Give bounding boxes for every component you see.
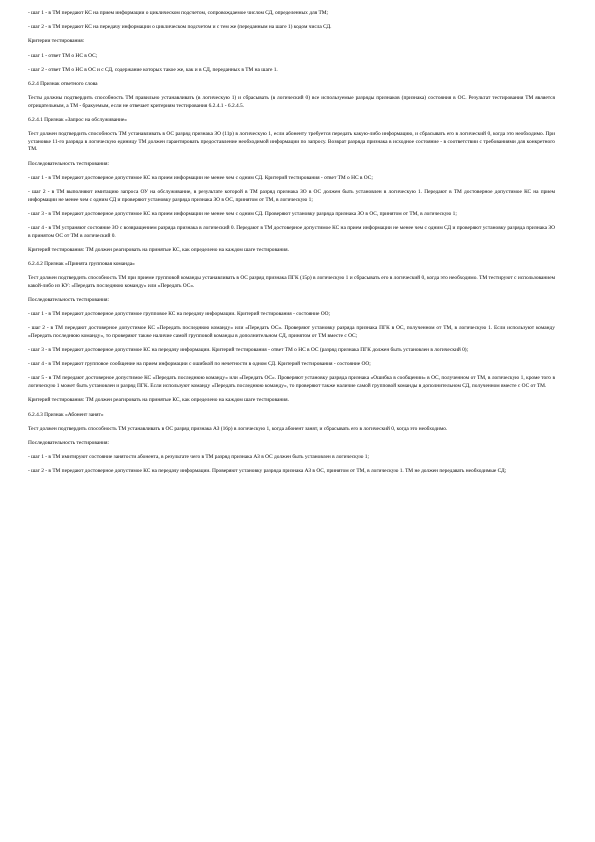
sequence-label: Последовательность тестирования: xyxy=(28,439,109,446)
seq-2-step-3: - шаг 3 - в ТМ передают достоверное допустимое КС на передачу информации. Критерий тестирования - ответ ТМ о НС в ОС (разряд признака ПГК должен быть установлен в логический 0); xyxy=(28,347,469,354)
seq-1-step-1: - шаг 1 - в ТМ передают достоверное допустимое КС на прием информации не менее чем с одним СД. Критерий тестирования - ответ ТМ о НС в ОС; xyxy=(28,174,373,181)
seq-1-step-2: - шаг 2 - в ТМ выполняют имитацию запроса ОУ на обслуживание, в результате которой в ТМ разряд признака ЗО в ОС должен быть установлен в логическую 1. Передают в ТМ достоверное допустимое КС на прием информации не менее чем с одним СД и проверяют установку разряда признака ЗО в ОС, принятом от ТМ, в логическую 1; xyxy=(28,188,555,203)
section-6-2-4-2-description: Тест должен подтвердить способность ТМ при приеме групповой команды устанавливать в ОС разряд признака ПГК (15р) в логическую 1 и сбрасывать его в логический 0, когда это необходимо. ТМ тестируют с использованием какой-либо из КУ: «Передать последнюю команду» или «Передать ОС». xyxy=(28,275,555,289)
seq-2-criterion: Критерий тестирования: ТМ должен реагировать на принятые КС, как определено на каждом шаге тестирования. xyxy=(28,397,289,404)
section-6-2-4-3-description: Тест должен подтвердить способность ТМ устанавливать в ОС разряд признака АЗ (16р) в логическую 1, когда абонент занят, и сбрасывать его в логический 0, когда это необходимо. xyxy=(28,425,448,432)
section-6-2-4-1-description: Тест должен подтвердить способность ТМ устанавливать в ОС разряд признака ЗО (11р) в логическую 1, если абоненту требуется передать какую-либо информацию, и сбрасывать его в логический 0, когда это необходимо. При установке 11-го разряда в логическую единицу ТМ должен гарантировать предоставление необходимой информации по запросу. Возврат разряда признака в исходное состояние - в соответствии с требованиями для конкретного ТМ. xyxy=(28,131,555,153)
section-heading-6-2-4: 6.2.4 Признак ответного слова xyxy=(28,80,98,87)
section-heading-6-2-4-3: 6.2.4.3 Признак «Абонент занят» xyxy=(28,411,104,418)
seq-1-criterion: Критерий тестирования: ТМ должен реагировать на принятые КС, как определено на каждом шаге тестирования. xyxy=(28,246,289,253)
section-heading-6-2-4-2: 6.2.4.2 Признак «Принята групповая команда» xyxy=(28,260,135,267)
seq-2-step-2: - шаг 2 - в ТМ передают достоверное допустимое КС «Передать последнюю команду» или «Передать ОС». Проверяют установку разряда признака ПГК в ОС, полученном от ТМ, в логическую 1. Если используют команду «Передать последнюю команду», то проверяют также наличие самой групповой команды в дополнительном СД, принятом от ТМ вместе с ОС; xyxy=(28,325,555,339)
seq-2-step-1: - шаг 1 - в ТМ передают достоверное допустимое групповое КС на передачу информации. Критерий тестирования - состояние ОО; xyxy=(28,311,330,318)
seq-2-step-5: - шаг 5 - в ТМ передают достоверное допустимое КС «Передать последнюю команду» или «Передать ОС». Проверяют установку разряда признака «Ошибка в сообщении» в ОС, полученном от ТМ, в логическую 1, кроме того в логическую 1 может быть установлен и разряд ПГК. Если используют команду «Передать последнюю команду», то проверяют также наличие самой групповой команды в дополнительном СД, полученном вместе с ОС от ТМ. xyxy=(28,375,555,390)
seq-2-step-4: - шаг 4 - в ТМ передают групповое сообщение на прием информации с ошибкой по нечетности в одном СД. Критерий тестирования - состояние ОО; xyxy=(28,361,371,368)
seq-3-step-2: - шаг 2 - в ТМ передают достоверное допустимое КС на передачу информации. Проверяют установку разряда признака АЗ в ОС, принятом от ТМ, в логическую 1. ТМ не должен передавать необходимые СД; xyxy=(28,468,507,475)
seq-1-step-3: - шаг 3 - в ТМ передают достоверное допустимое КС на прием информации не менее чем с одним СД. Проверяют установку разряда признака ЗО в ОС, принятом от ТМ, в логическую 1; xyxy=(28,210,457,217)
sequence-label: Последовательность тестирования: xyxy=(28,160,109,167)
seq-1-step-4: - шаг 4 - в ТМ устраняют состояние ЗО с возвращением разряда признака в логический 0. Передают в ТМ достоверное допустимое КС на прием информации не менее чем с одним СД и проверяют установку разряда признака ЗО в принятом ОС от ТМ в логический 0. xyxy=(28,224,555,239)
step-1-paragraph: - шаг 1 - в ТМ передают КС на прием информации о циклическом подсчетом, сопровождаемое числом СД, определенных для ТМ; xyxy=(28,10,328,16)
sequence-label: Последовательность тестирования: xyxy=(28,296,109,303)
criteria-step-1: - шаг 1 - ответ ТМ о НС в ОС; xyxy=(28,52,98,59)
seq-3-step-1: - шаг 1 - в ТМ имитируют состояние занятости абонента, в результате чего в ТМ разряд признака АЗ в ОС должен быть установлен в логическую 1; xyxy=(28,454,369,461)
step-2-paragraph: - шаг 2 - в ТМ передают КС на передачу информации о циклическом подсчетом и с тем же (переданным на шаге 1) кодом числа СД. xyxy=(28,24,332,31)
section-intro-paragraph: Тесты должны подтвердить способность ТМ правильно устанавливать (в логическую 1) и сбрасывать (в логический 0) все используемые разряды признаков (признака) состояния в ОС. Результат тестирования ТМ является отрицательным, а ТМ - бракуемым, если не отвечает критериям тестирования 6.2.4.1 - 6.2.4.5. xyxy=(28,95,555,109)
criteria-label: Критерии тестирования: xyxy=(28,38,85,45)
section-heading-6-2-4-1: 6.2.4.1 Признак «Запрос на обслуживание» xyxy=(28,116,127,123)
criteria-step-2: - шаг 2 - ответ ТМ о НС в ОС и с СД, содержание которых такое же, как и в СД, переданных в ТМ на шаге 1. xyxy=(28,66,278,73)
